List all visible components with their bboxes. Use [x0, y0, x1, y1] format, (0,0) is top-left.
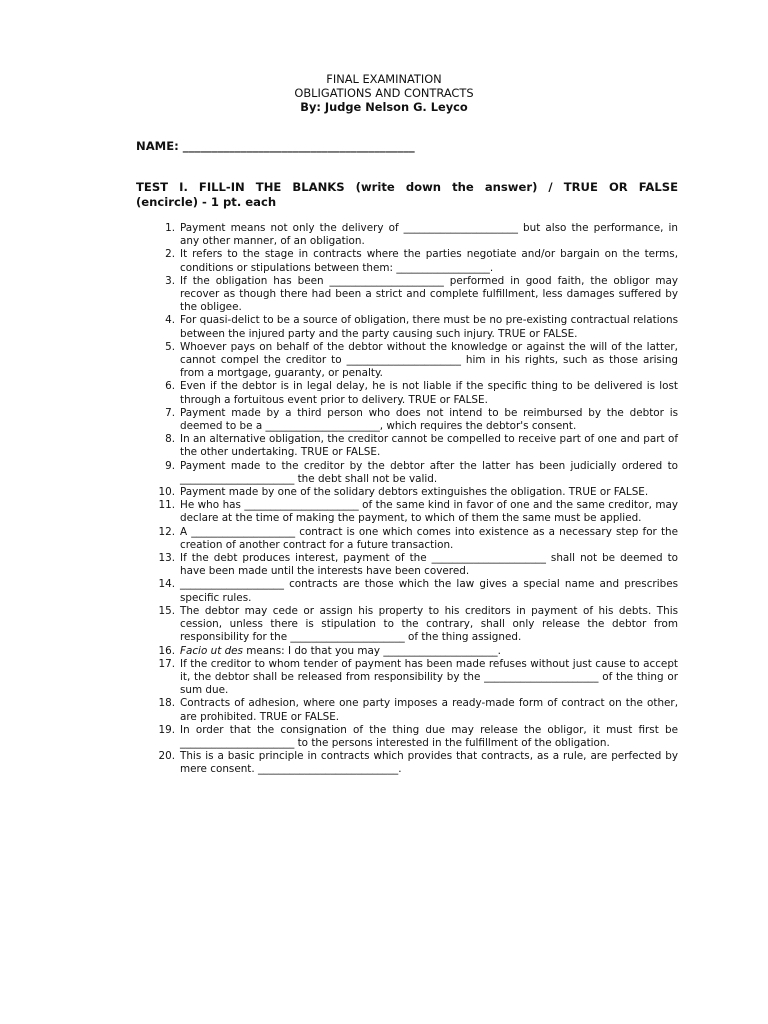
question-item [0, 552, 768, 578]
question-text-rest: means: I do that you may ______________________. [242, 644, 501, 657]
question-item [0, 460, 768, 486]
question-number: 3. [165, 274, 175, 287]
question-item [0, 645, 768, 658]
question-item [0, 275, 768, 315]
question-text: Payment made to the creditor by the debtor after the latter has been judicially ordered to ______________________ the debt shall not be valid. [180, 459, 678, 485]
question-item [0, 724, 768, 750]
question-italic-term: Facio ut des [180, 644, 243, 657]
question-text: If the obligation has been ______________________ performed in good faith, the obligor may recover as though there had been a strict and complete fulfillment, less damages suffered by the obligee. [180, 274, 678, 314]
question-number: 20. [158, 750, 175, 763]
question-item [0, 605, 768, 645]
question-number: 2. [165, 248, 175, 261]
question-item [0, 222, 768, 248]
question-item [0, 526, 768, 552]
question-number: 13. [158, 552, 175, 565]
question-text: For quasi-delict to be a source of obligation, there must be no pre-existing contractual relations between the injured party and the party causing such injury. TRUE or FALSE. [180, 314, 678, 340]
question-item [0, 658, 768, 698]
question-text: He who has ______________________ of the same kind in favor of one and the same creditor, may declare at the time of making the payment, to which of them the same must be applied. [180, 499, 678, 525]
question-text: It refers to the stage in contracts where the parties negotiate and/or bargain on the terms, conditions or stipulations between them: __________________. [180, 248, 678, 274]
question-number: 19. [158, 723, 175, 736]
question-list [0, 222, 768, 777]
question-number: 1. [165, 222, 175, 234]
exam-header [0, 72, 768, 114]
question-number: 12. [158, 525, 175, 538]
question-item [0, 380, 768, 406]
question-number: 4. [165, 314, 175, 327]
question-item [0, 248, 768, 274]
question-number: 16. [158, 644, 175, 657]
question-text: If the creditor to whom tender of payment has been made refuses without just cause to accept it, the debtor shall be released from responsibility by the ______________________ of the thing or sum due. [180, 657, 678, 697]
question-text: Payment made by one of the solidary debtors extinguishes the obligation. TRUE or FALSE. [180, 486, 649, 499]
question-item [0, 314, 768, 340]
test-heading-line2: (encircle) - 1 pt. each [136, 195, 277, 209]
question-item [0, 486, 768, 499]
test-heading-line1: TEST I. FILL-IN THE BLANKS (write down the answer) / TRUE OR FALSE [136, 180, 678, 194]
question-text: Payment means not only the delivery of ______________________ but also the performance, in any other manner, of an obligation. [180, 222, 678, 248]
question-item [0, 433, 768, 459]
question-number: 17. [158, 657, 175, 670]
question-item [0, 697, 768, 723]
question-item [0, 407, 768, 433]
question-text: In order that the consignation of the thing due may release the obligor, it must first be ______________________ to the persons interested in the fulfillment of the obligation. [180, 723, 678, 749]
question-number: 9. [165, 459, 175, 472]
question-number: 14. [158, 578, 175, 591]
question-text: In an alternative obligation, the creditor cannot be compelled to receive part of one and part of the other undertaking. TRUE or FALSE. [180, 433, 678, 459]
question-number: 8. [165, 433, 175, 446]
question-item [0, 750, 768, 776]
question-number: 11. [158, 499, 175, 512]
test-heading [136, 180, 678, 210]
question-text: The debtor may cede or assign his property to his creditors in payment of his debts. This cession, unless there is stipulation to the contrary, shall only release the debtor from responsibility for the ______________________ of the thing assigned. [180, 604, 678, 644]
name-field-label: NAME: ________________________________________ [136, 139, 415, 153]
question-text: Even if the debtor is in legal delay, he is not liable if the specific thing to be delivered is lost through a fortuitous event prior to delivery. TRUE or FALSE. [180, 380, 678, 406]
question-number: 18. [158, 697, 175, 710]
question-number: 15. [158, 604, 175, 617]
question-number: 7. [165, 406, 175, 419]
question-text: If the debt produces interest, payment of the ______________________ shall not be deemed to have been made until the interests have been covered. [180, 552, 678, 578]
question-text: Payment made by a third person who does not intend to be reimbursed by the debtor is deemed to be a ______________________, which requires the debtor's consent. [180, 406, 678, 433]
question-number: 10. [158, 486, 175, 499]
question-item [0, 499, 768, 525]
exam-author: By: Judge Nelson G. Leyco [300, 100, 468, 114]
question-text: Contracts of adhesion, where one party imposes a ready-made form of contract on the other, are prohibited. TRUE or FALSE. [180, 697, 678, 723]
question-item [0, 578, 768, 604]
question-number: 5. [165, 340, 175, 353]
question-text: This is a basic principle in contracts which provides that contracts, as a rule, are perfected by mere consent. ___________________________. [180, 750, 678, 776]
question-text: A ____________________ contract is one which comes into existence as a necessary step for the creation of another contract for a future transaction. [180, 525, 678, 551]
exam-title: FINAL EXAMINATION [326, 72, 442, 86]
question-text: Whoever pays on behalf of the debtor without the knowledge or against the will of the latter, cannot compel the creditor to ______________________ him in his rights, such as those arising from a mortgage, guaranty, or penalty. [180, 340, 678, 380]
question-item [0, 341, 768, 381]
question-number: 6. [165, 380, 175, 393]
question-text [180, 645, 678, 658]
exam-subject: OBLIGATIONS AND CONTRACTS [294, 86, 474, 100]
question-text: ____________________ contracts are those which the law gives a special name and prescribes specific rules. [180, 578, 678, 604]
